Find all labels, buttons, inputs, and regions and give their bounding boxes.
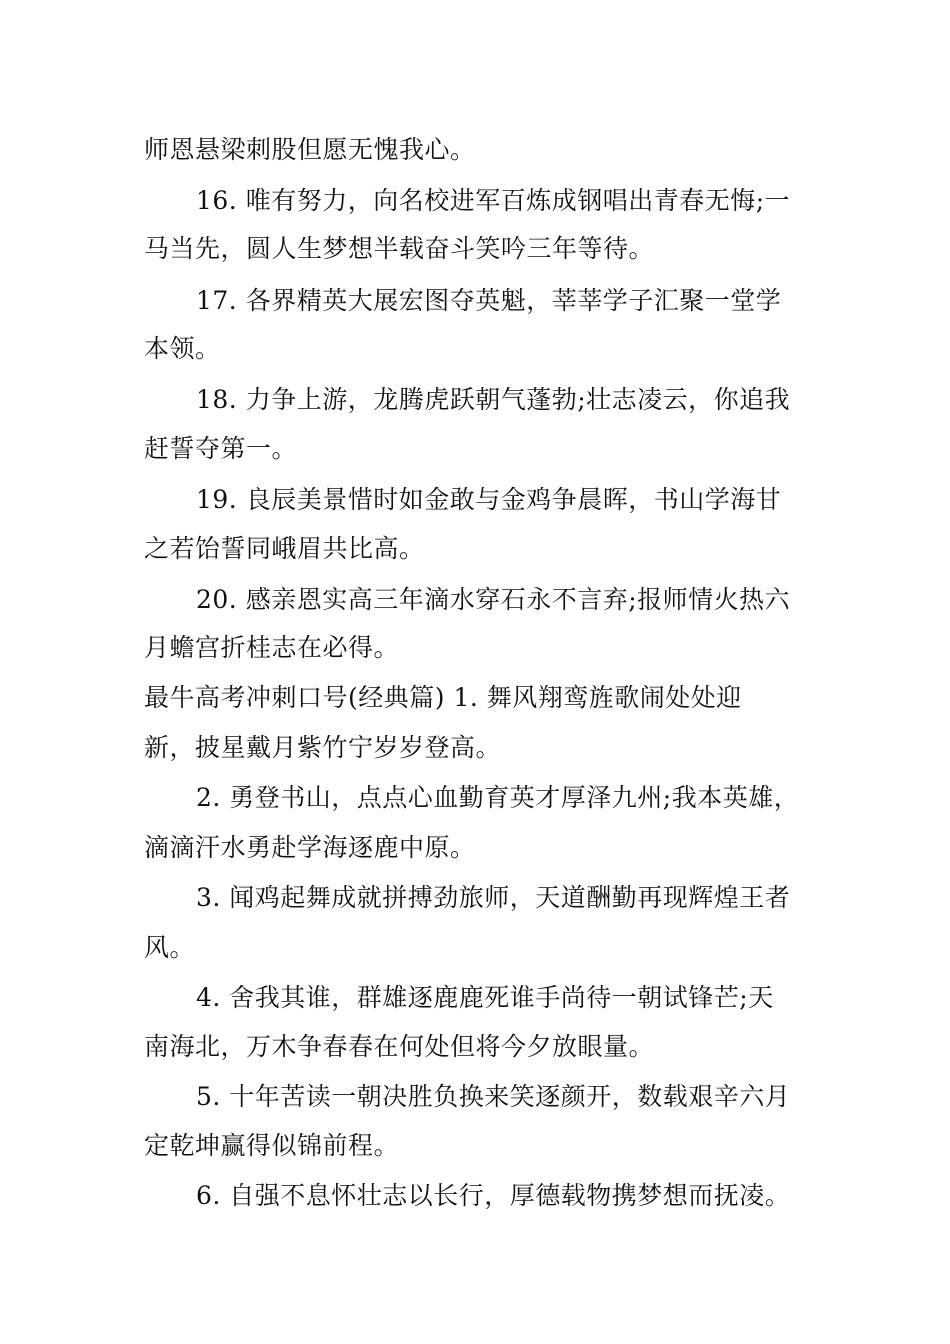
text-line: 赶誓夺第一。 <box>144 434 298 463</box>
text-line: 3. 闻鸡起舞成就拼搏劲旅师，天道酬勤再现辉煌王者 <box>196 883 791 912</box>
text-line: 风。 <box>144 933 196 962</box>
text-line: 20. 感亲恩实高三年滴水穿石永不言弃;报师情火热六 <box>196 585 791 614</box>
text-line: 16. 唯有努力，向名校进军百炼成钢唱出青春无悔;一 <box>196 186 791 215</box>
text-line: 4. 舍我其谁，群雄逐鹿鹿死谁手尚待一朝试锋芒;天 <box>196 983 774 1012</box>
text-line: 月蟾宫折桂志在必得。 <box>144 633 400 662</box>
text-line: 滴滴汗水勇赴学海逐鹿中原。 <box>144 833 476 862</box>
text-line: 南海北，万木争春春在何处但将今夕放眼量。 <box>144 1032 655 1061</box>
text-line: 定乾坤赢得似锦前程。 <box>144 1131 400 1160</box>
section-heading-line: 最牛高考冲刺口号(经典篇) 1. 舞风翔鸾旌歌闹处处迎 <box>144 683 742 712</box>
text-line: 19. 良辰美景惜时如金敢与金鸡争晨晖，书山学海甘 <box>196 485 782 514</box>
text-line: 之若饴誓同峨眉共比高。 <box>144 534 425 563</box>
text-line: 师恩悬梁刺股但愿无愧我心。 <box>144 135 476 164</box>
text-line: 5. 十年苦读一朝决胜负换来笑逐颜开，数载艰辛六月 <box>196 1082 791 1111</box>
text-line: 17. 各界精英大展宏图夺英魁，莘莘学子汇聚一堂学 <box>196 286 782 315</box>
text-line: 新，披星戴月紫竹宁岁岁登高。 <box>144 733 502 762</box>
text-line: 6. 自强不息怀壮志以长行，厚德载物携梦想而抚凌。 <box>196 1181 791 1210</box>
text-line: 马当先，圆人生梦想半载奋斗笑吟三年等待。 <box>144 234 655 263</box>
text-line: 本领。 <box>144 334 221 363</box>
text-line: 2. 勇登书山，点点心血勤育英才厚泽九州;我本英雄， <box>196 783 800 812</box>
text-line: 18. 力争上游，龙腾虎跃朝气蓬勃;壮志凌云，你追我 <box>196 385 791 414</box>
